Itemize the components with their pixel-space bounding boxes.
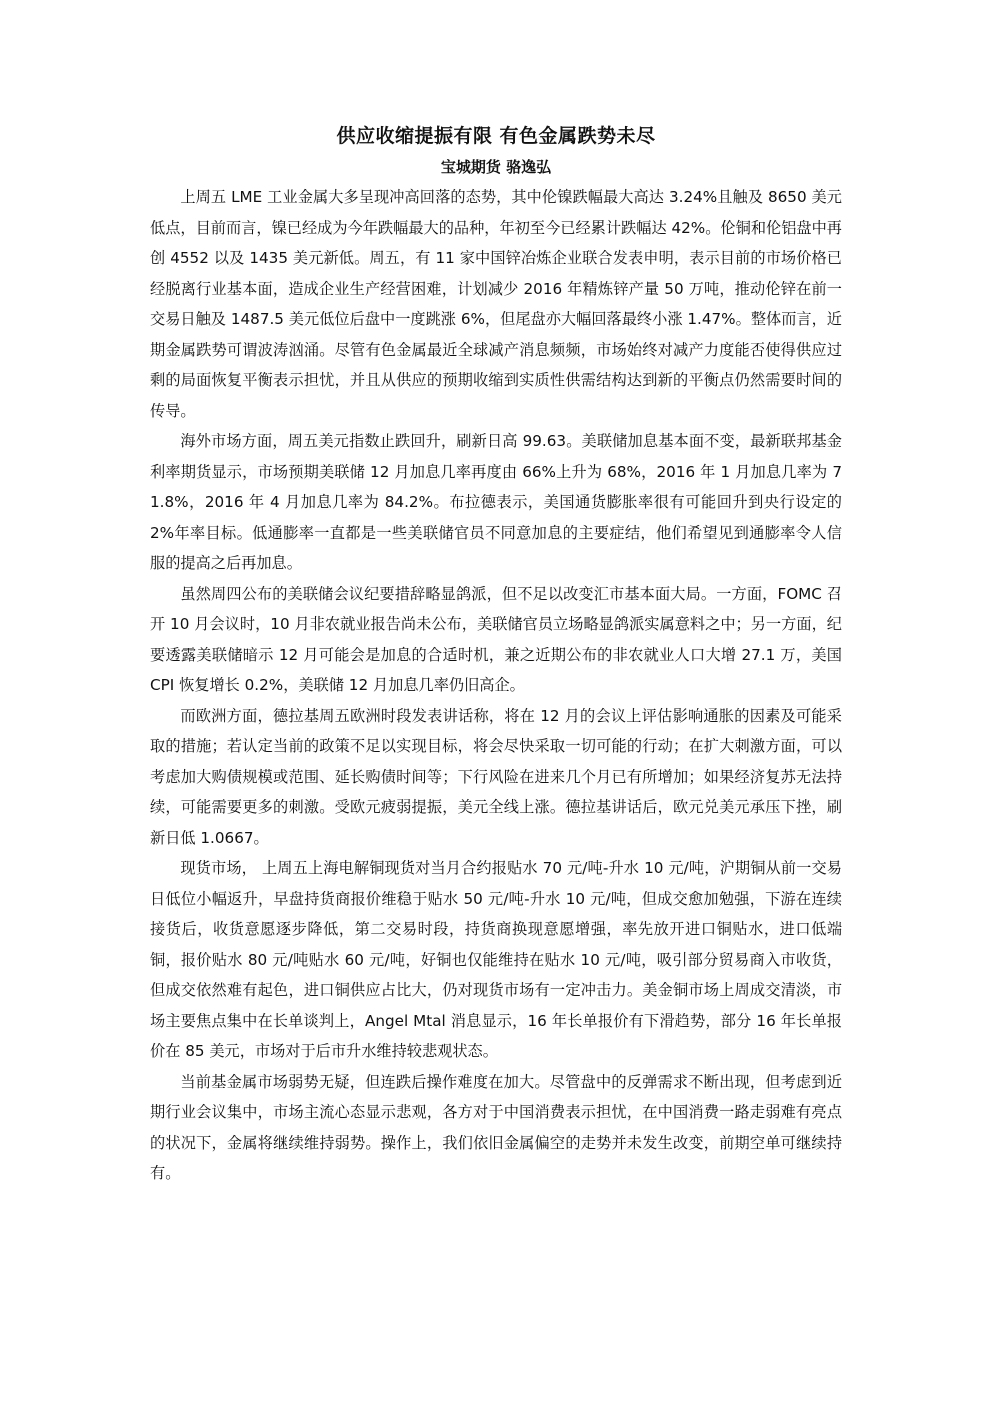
article — [150, 118, 842, 1189]
paragraph-lme-overview: 上周五 LME 工业金属大多呈现冲高回落的态势，其中伦镍跌幅最大高达 3.24%且触及 8650 美元低点，目前而言，镍已经成为今年跌幅最大的品种，年初至今已经累计跌幅达 42%。伦铜和伦铝盘中再创 4552 以及 1435 美元新低。周五，有 11 家中国锌冶炼企业联合发表申明，表示目前的市场价格已经脱离行业基本面，造成企业生产经营困难，计划减少 2016 年精炼锌产量 50 万吨，推动伦锌在前一交易日触及 1487.5 美元低位后盘中一度跳涨 6%，但尾盘亦大幅回落最终小涨 1.47%。整体而言，近期金属跌势可谓波涛汹涌。尽管有色金属最近全球减产消息频频，市场始终对减产力度能否使得供应过剩的局面恢复平衡表示担忧，并且从供应的预期收缩到实质性供需结构达到新的平衡点仍然需要时间的传导。 — [150, 188, 842, 420]
paragraph-fed-minutes: 虽然周四公布的美联储会议纪要措辞略显鸽派，但不足以改变汇市基本面大局。一方面，FOMC 召开 10 月会议时，10 月非农就业报告尚未公布，美联储官员立场略显鸽派实属意料之中；另一方面，纪要透露美联储暗示 12 月可能会是加息的合适时机，兼之近期公布的非农就业人口大增 27.1 万，美国 CPI 恢复增长 0.2%，美联储 12 月加息几率仍旧高企。 — [150, 584, 842, 694]
paragraph-spot-market: 现货市场， 上周五上海电解铜现货对当月合约报贴水 70 元/吨-升水 10 元/吨，沪期铜从前一交易日低位小幅返升，早盘持货商报价维稳于贴水 50 元/吨-升水 10 元/吨，但成交愈加勉强，下游在连续接货后，收货意愿逐步降低，第二交易时段，持货商换现意愿增强，率先放开进口铜贴水，进口低端铜，报价贴水 80 元/吨贴水 60 元/吨，好铜也仅能维持在贴水 10 元/吨，吸引部分贸易商入市收货，但成交依然难有起色，进口铜供应占比大，仍对现货市场有一定冲击力。美金铜市场上周成交清淡，市场主要焦点集中在长单谈判上，Angel Mtal 消息显示，16 年长单报价有下滑趋势，部分 16 年长单报价在 85 美元，市场对于后市升水维持较悲观状态。 — [150, 859, 842, 1060]
paragraph-overseas-market: 海外市场方面，周五美元指数止跌回升，刷新日高 99.63。美联储加息基本面不变，最新联邦基金利率期货显示，市场预期美联储 12 月加息几率再度由 66%上升为 68%，2016 年 1 月加息几率为 71.8%，2016 年 4 月加息几率为 84.2%。布拉德表示，美国通货膨胀率很有可能回升到央行设定的 2%年率目标。低通膨率一直都是一些美联储官员不同意加息的主要症结，他们希望见到通膨率令人信服的提高之后再加息。 — [150, 432, 842, 572]
paragraph-outlook: 当前基金属市场弱势无疑，但连跌后操作难度在加大。尽管盘中的反弹需求不断出现，但考虑到近期行业会议集中，市场主流心态显示悲观，各方对于中国消费表示担忧，在中国消费一路走弱难有亮点的状况下，金属将继续维持弱势。操作上，我们依旧金属偏空的走势并未发生改变，前期空单可继续持有。 — [150, 1072, 842, 1182]
article-byline: 宝城期货 骆逸弘 — [440, 158, 552, 176]
paragraph-europe: 而欧洲方面，德拉基周五欧洲时段发表讲话称，将在 12 月的会议上评估影响通胀的因素及可能采取的措施；若认定当前的政策不足以实现目标，将会尽快采取一切可能的行动；在扩大刺激方面，可以考虑加大购债规模或范围、延长购债时间等；下行风险在进来几个月已有所增加；如果经济复苏无法持续，可能需要更多的刺激。受欧元疲弱提振，美元全线上涨。德拉基讲话后，欧元兑美元承压下挫，刷新日低 1.0667。 — [150, 706, 842, 847]
article-title: 供应收缩提振有限 有色金属跌势未尽 — [336, 125, 656, 147]
